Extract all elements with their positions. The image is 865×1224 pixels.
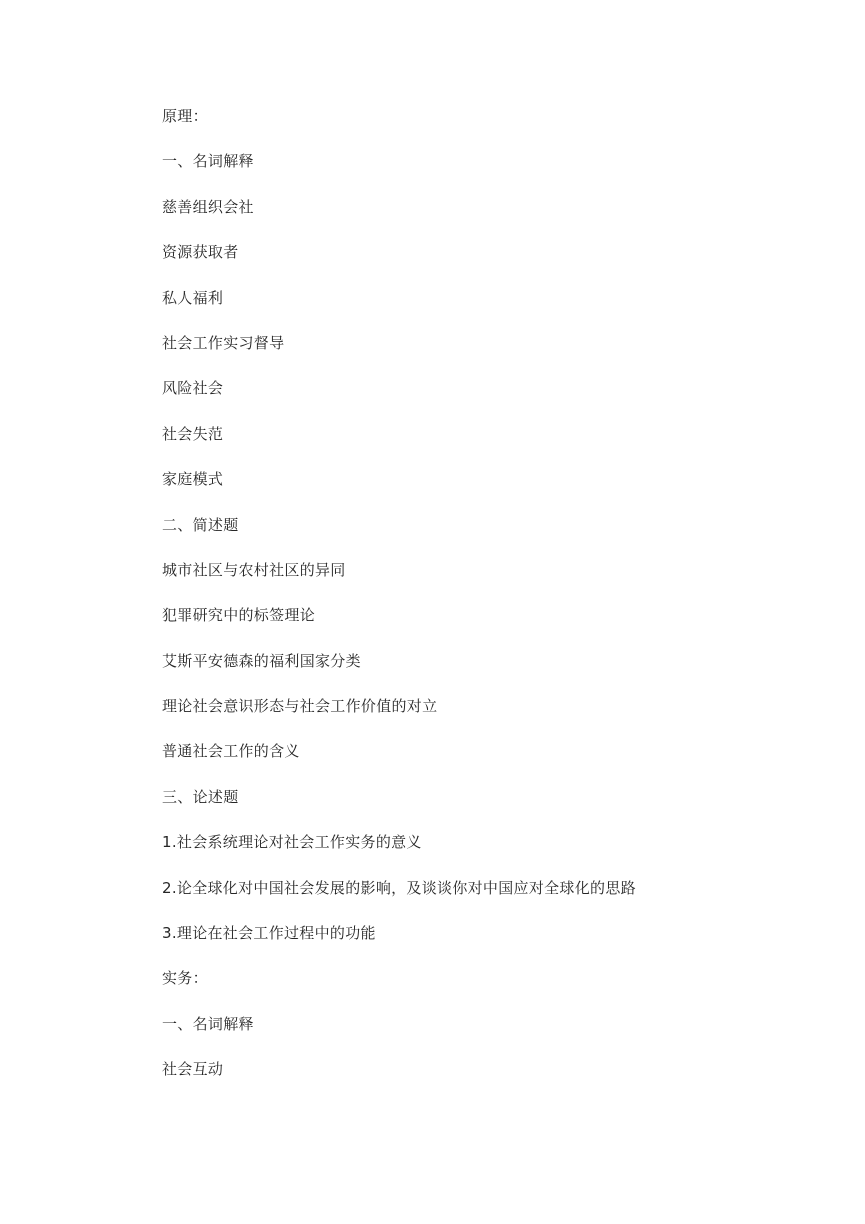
subsection-heading-terms: 一、名词解释 — [162, 152, 254, 171]
question-item: 城市社区与农村社区的异同 — [162, 560, 346, 579]
subsection-heading-short-answer: 二、简述题 — [162, 515, 239, 534]
term-item: 社会失范 — [162, 424, 224, 443]
term-item: 风险社会 — [162, 379, 224, 398]
term-item: 慈善组织会社 — [162, 197, 254, 216]
term-item: 社会工作实习督导 — [162, 333, 285, 352]
question-item: 理论社会意识形态与社会工作价值的对立 — [162, 697, 438, 716]
essay-question-3: 3.理论在社会工作过程中的功能 — [162, 924, 376, 943]
term-item: 家庭模式 — [162, 470, 224, 489]
term-item: 资源获取者 — [162, 243, 239, 262]
essay-question-1: 1.社会系统理论对社会工作实务的意义 — [162, 833, 422, 852]
subsection-heading-terms: 一、名词解释 — [162, 1014, 254, 1033]
term-item: 私人福利 — [162, 288, 224, 307]
question-item: 普通社会工作的含义 — [162, 742, 300, 761]
essay-question-2: 2.论全球化对中国社会发展的影响，及谈谈你对中国应对全球化的思路 — [162, 878, 636, 897]
section-heading-practice: 实务： — [162, 969, 208, 988]
question-item: 艾斯平安德森的福利国家分类 — [162, 651, 361, 670]
term-item: 社会互动 — [162, 1060, 224, 1079]
document-body — [162, 103, 822, 1102]
section-heading-principles: 原理： — [162, 107, 208, 125]
subsection-heading-essay: 三、论述题 — [162, 787, 239, 806]
question-item: 犯罪研究中的标签理论 — [162, 606, 316, 625]
